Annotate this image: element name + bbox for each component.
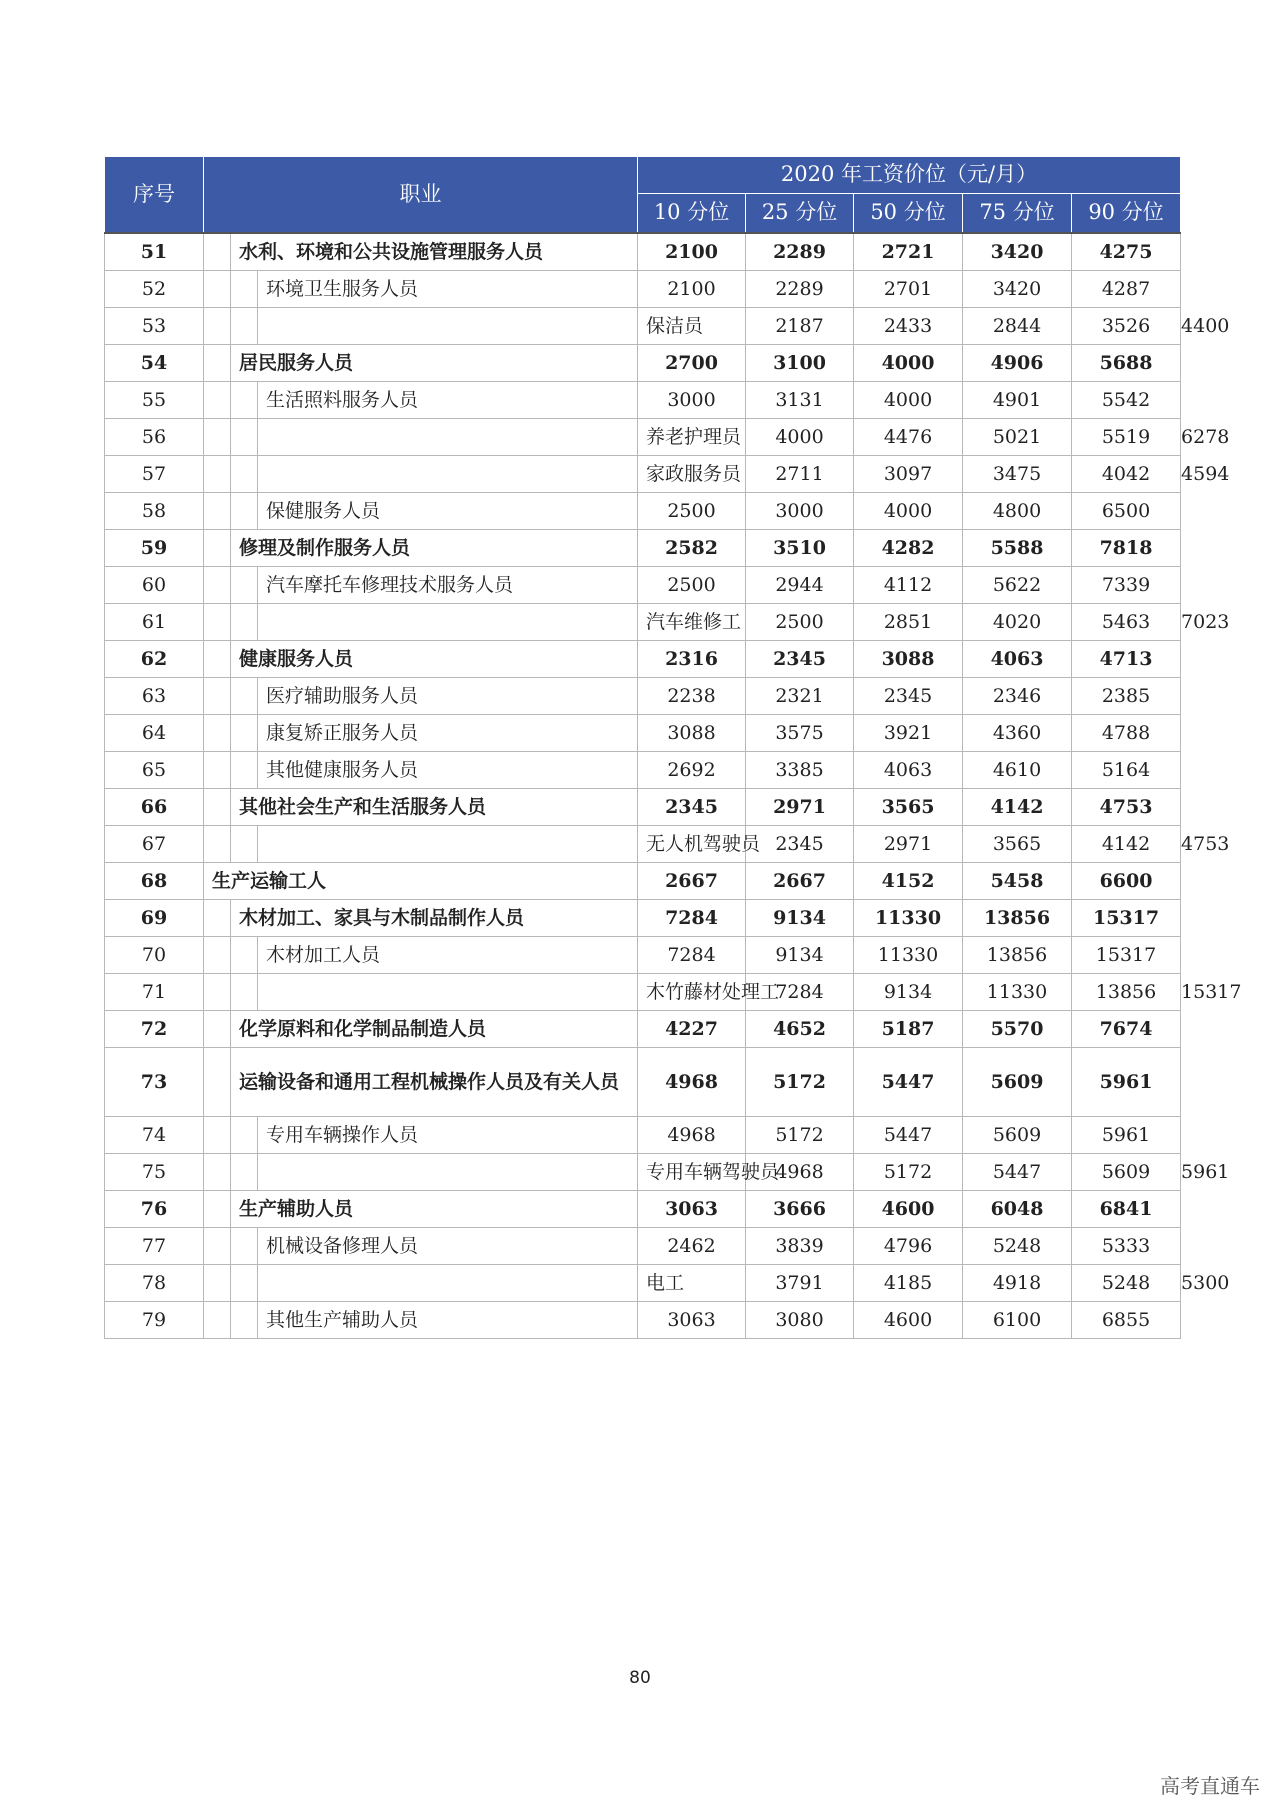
wage-value: 4152 [854, 863, 963, 900]
header-p75: 75 分位 [963, 194, 1072, 234]
header-p50: 50 分位 [854, 194, 963, 234]
wage-value: 4968 [746, 1154, 854, 1191]
row-index: 65 [105, 752, 204, 789]
indent-cell [204, 937, 231, 974]
table-row [105, 493, 1181, 530]
occupation-name: 环境卫生服务人员 [258, 271, 638, 308]
row-index: 71 [105, 974, 204, 1011]
wage-value: 5609 [963, 1048, 1072, 1117]
wage-value: 2692 [638, 752, 746, 789]
watermark: 高考直通车 [1160, 1774, 1260, 1798]
wage-value: 3097 [854, 456, 963, 493]
occupation-name: 专用车辆操作人员 [258, 1117, 638, 1154]
row-index: 67 [105, 826, 204, 863]
occupation-name: 运输设备和通用工程机械操作人员及有关人员 [231, 1048, 638, 1117]
wage-value: 2700 [638, 345, 746, 382]
indent-cell [231, 308, 258, 345]
wage-value: 3000 [638, 382, 746, 419]
indent-cell [204, 271, 231, 308]
wage-value: 6855 [1072, 1302, 1181, 1339]
table-row [105, 1011, 1181, 1048]
wage-value: 4600 [854, 1191, 963, 1228]
occupation-name: 修理及制作服务人员 [231, 530, 638, 567]
page-number: 80 [629, 1668, 651, 1688]
wage-value: 2316 [638, 641, 746, 678]
wage-value: 2851 [854, 604, 963, 641]
wage-value: 3666 [746, 1191, 854, 1228]
wage-value: 4000 [746, 419, 854, 456]
occupation-name: 其他社会生产和生活服务人员 [231, 789, 638, 826]
wage-value: 15317 [1072, 937, 1181, 974]
wage-value: 4142 [963, 789, 1072, 826]
indent-cell [258, 604, 638, 641]
indent-cell [258, 1265, 638, 1302]
wage-value: 6100 [963, 1302, 1072, 1339]
table-row [105, 271, 1181, 308]
wage-value: 5447 [854, 1048, 963, 1117]
indent-cell [231, 1228, 258, 1265]
indent-cell [231, 1117, 258, 1154]
indent-cell [204, 382, 231, 419]
occupation-name: 其他生产辅助人员 [258, 1302, 638, 1339]
wage-value: 2100 [638, 233, 746, 271]
table-row: 53 保洁员 2187 2433 2844 3526 4400 [105, 308, 1181, 345]
wage-value: 2100 [638, 271, 746, 308]
wage-value: 2500 [746, 604, 854, 641]
indent-cell [231, 1302, 258, 1339]
wage-value: 5333 [1072, 1228, 1181, 1265]
row-index: 56 [105, 419, 204, 456]
indent-cell [231, 974, 258, 1011]
table-row [105, 1228, 1181, 1265]
wage-value: 2701 [854, 271, 963, 308]
wage-value: 3088 [854, 641, 963, 678]
wage-value: 3385 [746, 752, 854, 789]
indent-cell [204, 419, 231, 456]
wage-value: 5588 [963, 530, 1072, 567]
wage-value: 2500 [638, 567, 746, 604]
table-row [105, 1191, 1181, 1228]
wage-value: 4476 [854, 419, 963, 456]
indent-cell [204, 678, 231, 715]
wage-value: 2971 [746, 789, 854, 826]
row-index: 58 [105, 493, 204, 530]
indent-cell [231, 715, 258, 752]
table-row: 57 家政服务员 2711 3097 3475 4042 4594 [105, 456, 1181, 493]
wage-value: 5164 [1072, 752, 1181, 789]
wage-value: 5622 [963, 567, 1072, 604]
wage-value: 5609 [963, 1117, 1072, 1154]
table-row: 75 专用车辆驾驶员 4968 5172 5447 5609 5961 [105, 1154, 1181, 1191]
indent-cell [204, 1265, 231, 1302]
wage-value: 11330 [854, 937, 963, 974]
table-row: 67 无人机驾驶员 2345 2971 3565 4142 4753 [105, 826, 1181, 863]
table-row: 78 电工 3791 4185 4918 5248 5300 [105, 1265, 1181, 1302]
indent-cell [258, 1154, 638, 1191]
wage-value: 4796 [854, 1228, 963, 1265]
wage-value: 5570 [963, 1011, 1072, 1048]
wage-value: 5609 [1072, 1154, 1181, 1191]
wage-value: 2721 [854, 233, 963, 271]
row-index: 69 [105, 900, 204, 937]
wage-value: 2321 [746, 678, 854, 715]
indent-cell [204, 493, 231, 530]
indent-cell [258, 419, 638, 456]
wage-value: 4020 [963, 604, 1072, 641]
wage-value: 4063 [963, 641, 1072, 678]
header-wage-group: 2020 年工资价位（元/月） [638, 157, 1181, 194]
occupation-name: 家政服务员 [638, 456, 746, 493]
wage-value: 3420 [963, 271, 1072, 308]
wage-value: 7818 [1072, 530, 1181, 567]
row-index: 54 [105, 345, 204, 382]
indent-cell [231, 1154, 258, 1191]
wage-value: 4713 [1072, 641, 1181, 678]
indent-cell [204, 1302, 231, 1339]
table-row: 71 木竹藤材处理工 7284 9134 11330 13856 15317 [105, 974, 1181, 1011]
wage-value: 4275 [1072, 233, 1181, 271]
indent-cell [204, 900, 231, 937]
row-index: 55 [105, 382, 204, 419]
wage-value: 5458 [963, 863, 1072, 900]
wage-value: 2385 [1072, 678, 1181, 715]
indent-cell [231, 937, 258, 974]
table-row [105, 863, 1181, 900]
occupation-name: 化学原料和化学制品制造人员 [231, 1011, 638, 1048]
occupation-name: 汽车摩托车修理技术服务人员 [258, 567, 638, 604]
wage-value: 3839 [746, 1228, 854, 1265]
occupation-name: 生活照料服务人员 [258, 382, 638, 419]
wage-value: 3080 [746, 1302, 854, 1339]
wage-value: 4227 [638, 1011, 746, 1048]
wage-value: 3088 [638, 715, 746, 752]
occupation-name: 居民服务人员 [231, 345, 638, 382]
indent-cell [204, 1228, 231, 1265]
wage-value: 5688 [1072, 345, 1181, 382]
table-body [105, 233, 1242, 1339]
wage-value: 5172 [746, 1048, 854, 1117]
wage-value: 6600 [1072, 863, 1181, 900]
wage-value: 4282 [854, 530, 963, 567]
indent-cell [258, 826, 638, 863]
occupation-name: 康复矫正服务人员 [258, 715, 638, 752]
wage-value: 5172 [854, 1154, 963, 1191]
wage-value: 2944 [746, 567, 854, 604]
wage-value: 4000 [854, 493, 963, 530]
wage-value: 2187 [746, 308, 854, 345]
indent-cell [204, 604, 231, 641]
row-index: 76 [105, 1191, 204, 1228]
occupation-name: 医疗辅助服务人员 [258, 678, 638, 715]
wage-value: 3510 [746, 530, 854, 567]
wage-value: 3565 [854, 789, 963, 826]
occupation-name: 无人机驾驶员 [638, 826, 746, 863]
wage-value: 5542 [1072, 382, 1181, 419]
header-p25: 25 分位 [746, 194, 854, 234]
table-row [105, 345, 1181, 382]
row-index: 59 [105, 530, 204, 567]
table-row [105, 937, 1181, 974]
wage-value: 3000 [746, 493, 854, 530]
occupation-name: 其他健康服务人员 [258, 752, 638, 789]
wage-value: 2346 [963, 678, 1072, 715]
row-index: 70 [105, 937, 204, 974]
wage-value: 9134 [746, 937, 854, 974]
wage-value: 5519 [1072, 419, 1181, 456]
occupation-name: 水利、环境和公共设施管理服务人员 [231, 233, 638, 271]
table-row [105, 678, 1181, 715]
table-row [105, 789, 1181, 826]
wage-value: 3565 [963, 826, 1072, 863]
indent-cell [231, 271, 258, 308]
wage-value: 13856 [963, 900, 1072, 937]
row-index: 51 [105, 233, 204, 271]
wage-value: 4360 [963, 715, 1072, 752]
indent-cell [204, 233, 231, 271]
wage-value: 3063 [638, 1302, 746, 1339]
indent-cell [231, 456, 258, 493]
indent-cell [204, 789, 231, 826]
wage-value: 6841 [1072, 1191, 1181, 1228]
wage-value: 4287 [1072, 271, 1181, 308]
row-index: 57 [105, 456, 204, 493]
wage-value: 2667 [638, 863, 746, 900]
wage-value: 7339 [1072, 567, 1181, 604]
row-index: 73 [105, 1048, 204, 1117]
wage-value: 3791 [746, 1265, 854, 1302]
header-p90: 90 分位 [1072, 194, 1181, 234]
row-index: 79 [105, 1302, 204, 1339]
wage-value: 2971 [854, 826, 963, 863]
row-index: 74 [105, 1117, 204, 1154]
wage-value: 5447 [854, 1117, 963, 1154]
wage-value: 9134 [746, 900, 854, 937]
wage-value: 5172 [746, 1117, 854, 1154]
wage-value: 6048 [963, 1191, 1072, 1228]
wage-value: 3100 [746, 345, 854, 382]
wage-value: 4000 [854, 382, 963, 419]
wage-value: 5463 [1072, 604, 1181, 641]
indent-cell [204, 1048, 231, 1117]
indent-cell [231, 567, 258, 604]
indent-cell [204, 1191, 231, 1228]
table-row [105, 900, 1181, 937]
indent-cell [231, 678, 258, 715]
wage-value: 4968 [638, 1048, 746, 1117]
table-row: 61 汽车维修工 2500 2851 4020 5463 7023 [105, 604, 1181, 641]
wage-value: 9134 [854, 974, 963, 1011]
row-index: 62 [105, 641, 204, 678]
wage-value: 3131 [746, 382, 854, 419]
wage-value: 4968 [638, 1117, 746, 1154]
wage-value: 7284 [638, 937, 746, 974]
occupation-name: 专用车辆驾驶员 [638, 1154, 746, 1191]
row-index: 77 [105, 1228, 204, 1265]
table-row [105, 567, 1181, 604]
wage-value: 4063 [854, 752, 963, 789]
wage-value: 3063 [638, 1191, 746, 1228]
wage-value: 3475 [963, 456, 1072, 493]
indent-cell [231, 752, 258, 789]
row-index: 75 [105, 1154, 204, 1191]
occupation-name: 电工 [638, 1265, 746, 1302]
wage-value: 5961 [1072, 1117, 1181, 1154]
wage-value: 2345 [638, 789, 746, 826]
wage-value: 7674 [1072, 1011, 1181, 1048]
wage-value: 2345 [854, 678, 963, 715]
wage-value: 2433 [854, 308, 963, 345]
occupation-name: 健康服务人员 [231, 641, 638, 678]
indent-cell [204, 456, 231, 493]
wage-value: 2582 [638, 530, 746, 567]
table-row [105, 1048, 1181, 1117]
wage-value: 13856 [1072, 974, 1181, 1011]
indent-cell [258, 308, 638, 345]
header-index: 序号 [105, 157, 204, 234]
wage-value: 2238 [638, 678, 746, 715]
row-index: 52 [105, 271, 204, 308]
indent-cell [231, 1265, 258, 1302]
table-row [105, 233, 1181, 271]
wage-value: 5187 [854, 1011, 963, 1048]
indent-cell [204, 715, 231, 752]
occupation-name: 生产运输工人 [204, 863, 638, 900]
wage-value: 11330 [854, 900, 963, 937]
table-row [105, 1117, 1181, 1154]
wage-value: 5021 [963, 419, 1072, 456]
row-index: 53 [105, 308, 204, 345]
indent-cell [258, 456, 638, 493]
wage-value: 4600 [854, 1302, 963, 1339]
row-index: 63 [105, 678, 204, 715]
wage-value: 5447 [963, 1154, 1072, 1191]
row-index: 68 [105, 863, 204, 900]
wage-value: 2289 [746, 233, 854, 271]
wage-value: 4788 [1072, 715, 1181, 752]
wage-value: 7284 [746, 974, 854, 1011]
table-row [105, 641, 1181, 678]
table-row: 56 养老护理员 4000 4476 5021 5519 6278 [105, 419, 1181, 456]
wage-value: 2667 [746, 863, 854, 900]
wage-value: 5248 [963, 1228, 1072, 1265]
wage-value: 15317 [1072, 900, 1181, 937]
indent-cell [204, 641, 231, 678]
indent-cell [204, 530, 231, 567]
wage-value: 4918 [963, 1265, 1072, 1302]
occupation-name: 保健服务人员 [258, 493, 638, 530]
indent-cell [231, 826, 258, 863]
wage-value: 3921 [854, 715, 963, 752]
indent-cell [204, 752, 231, 789]
wage-value: 2289 [746, 271, 854, 308]
indent-cell [258, 974, 638, 1011]
occupation-name: 保洁员 [638, 308, 746, 345]
indent-cell [204, 1154, 231, 1191]
indent-cell [204, 826, 231, 863]
wage-value: 4112 [854, 567, 963, 604]
indent-cell [204, 1011, 231, 1048]
indent-cell [204, 345, 231, 382]
wage-value: 13856 [963, 937, 1072, 974]
wage-value: 7284 [638, 900, 746, 937]
wage-value: 2711 [746, 456, 854, 493]
wage-table [104, 156, 1242, 1339]
row-index: 78 [105, 1265, 204, 1302]
occupation-name: 机械设备修理人员 [258, 1228, 638, 1265]
occupation-name: 养老护理员 [638, 419, 746, 456]
header-p10: 10 分位 [638, 194, 746, 234]
wage-value: 2462 [638, 1228, 746, 1265]
wage-value: 4000 [854, 345, 963, 382]
wage-value: 4901 [963, 382, 1072, 419]
wage-value: 4652 [746, 1011, 854, 1048]
indent-cell [204, 567, 231, 604]
indent-cell [231, 382, 258, 419]
wage-value: 2844 [963, 308, 1072, 345]
wage-value: 3575 [746, 715, 854, 752]
wage-value: 4042 [1072, 456, 1181, 493]
row-index: 72 [105, 1011, 204, 1048]
wage-value: 6500 [1072, 493, 1181, 530]
header-occupation: 职业 [204, 157, 638, 234]
table-row [105, 752, 1181, 789]
wage-value: 3526 [1072, 308, 1181, 345]
table-row [105, 382, 1181, 419]
indent-cell [204, 1117, 231, 1154]
row-index: 64 [105, 715, 204, 752]
wage-value: 2345 [746, 641, 854, 678]
indent-cell [231, 419, 258, 456]
row-index: 66 [105, 789, 204, 826]
wage-value: 4610 [963, 752, 1072, 789]
wage-value: 2345 [746, 826, 854, 863]
wage-value: 3420 [963, 233, 1072, 271]
table-row [105, 530, 1181, 567]
indent-cell [204, 308, 231, 345]
table-row [105, 715, 1181, 752]
indent-cell [231, 604, 258, 641]
indent-cell [231, 493, 258, 530]
wage-value: 4142 [1072, 826, 1181, 863]
row-index: 60 [105, 567, 204, 604]
occupation-name: 汽车维修工 [638, 604, 746, 641]
row-index: 61 [105, 604, 204, 641]
wage-value: 5961 [1072, 1048, 1181, 1117]
wage-value: 5248 [1072, 1265, 1181, 1302]
wage-value: 4906 [963, 345, 1072, 382]
occupation-name: 木材加工、家具与木制品制作人员 [231, 900, 638, 937]
table-header [105, 157, 1181, 234]
occupation-name: 木竹藤材处理工 [638, 974, 746, 1011]
wage-value: 4185 [854, 1265, 963, 1302]
wage-value: 2500 [638, 493, 746, 530]
wage-value: 4800 [963, 493, 1072, 530]
occupation-name: 木材加工人员 [258, 937, 638, 974]
table-row [105, 1302, 1181, 1339]
occupation-name: 生产辅助人员 [231, 1191, 638, 1228]
wage-value: 11330 [963, 974, 1072, 1011]
wage-value: 4753 [1072, 789, 1181, 826]
indent-cell [204, 974, 231, 1011]
